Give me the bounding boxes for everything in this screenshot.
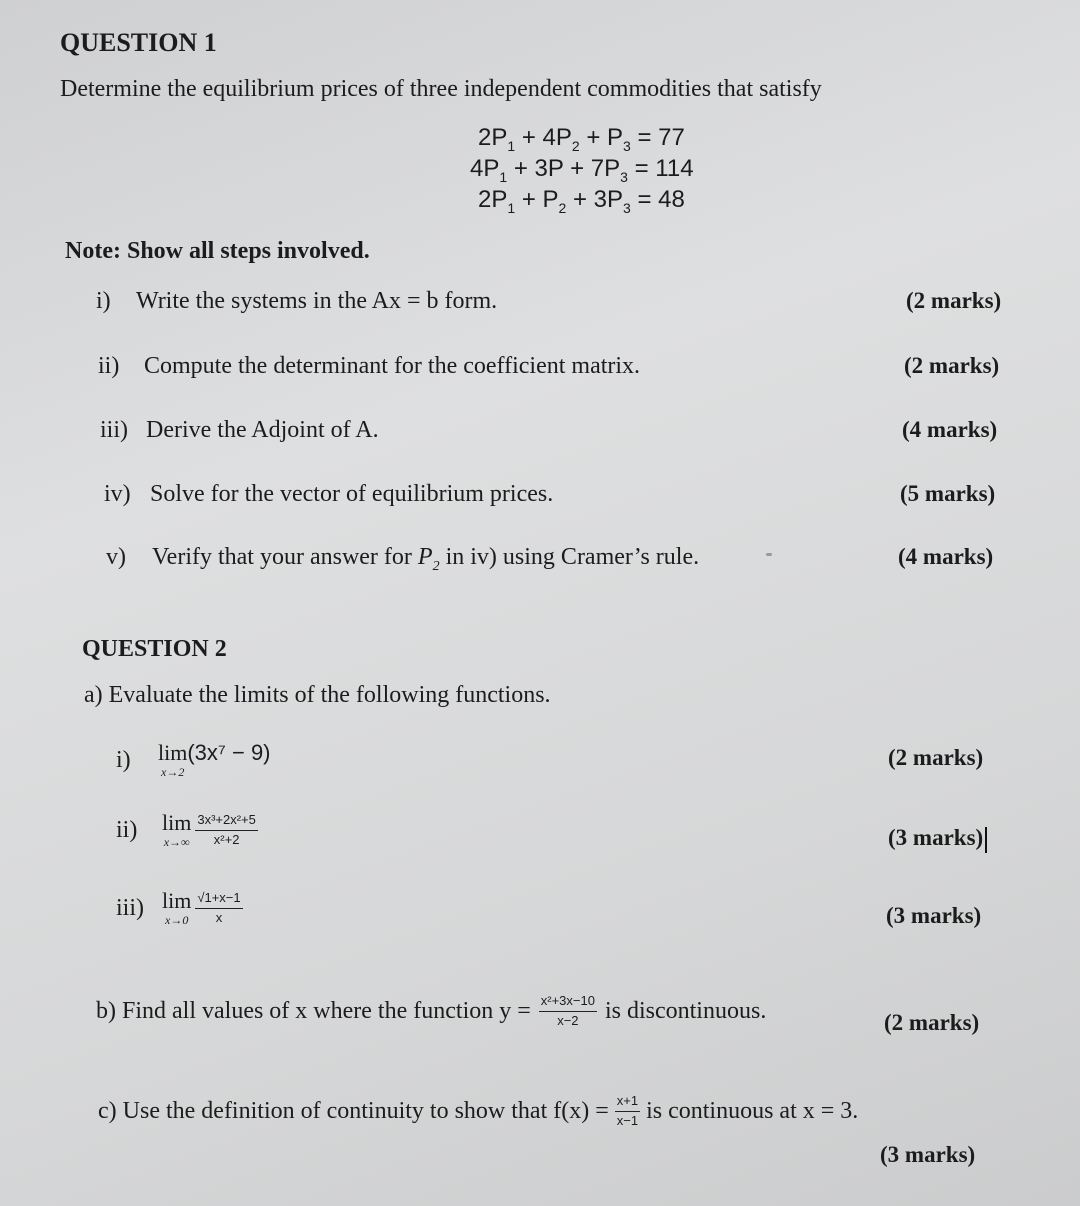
part-c-marks: (3 marks): [880, 1142, 976, 1167]
item-text-before: Verify that your answer for: [152, 544, 418, 570]
limit-number: ii): [116, 816, 138, 843]
q1-item-iv-marks: (5 marks): [900, 481, 996, 506]
item-number: ii): [98, 353, 120, 379]
equation-1: $2P_1 + 4P_2 + P_3 = 77$: [478, 124, 685, 154]
q1-item-i: [96, 288, 497, 315]
question-2-part-a: a) Evaluate the limits of the following functions.: [84, 682, 551, 708]
q1-item-ii: [98, 353, 640, 380]
smudge-mark: [766, 553, 772, 556]
part-c-fraction: $\frac{x+1}{x-1}$: [616, 1093, 639, 1128]
limit-iii-marks: (3 marks): [886, 903, 982, 928]
limit-operator: lim x→2: [158, 740, 188, 779]
item-number: v): [106, 544, 126, 570]
part-b-text: b) Find all values of x where the function y =: [96, 997, 531, 1024]
limit-i-marks: (2 marks): [888, 745, 984, 770]
limit-fraction: $\frac{√1+x-1}{x}$: [197, 889, 241, 925]
item-number: i): [96, 288, 111, 314]
question-1-heading: QUESTION 1: [60, 28, 217, 57]
limit-expression: (3x⁷ − 9): [187, 740, 271, 765]
limit-number: i): [116, 746, 131, 773]
item-text: Compute the determinant for the coefficient matrix.: [144, 353, 641, 379]
q1-item-v: [106, 544, 699, 575]
q1-item-v-marks: (4 marks): [898, 544, 994, 569]
item-variable: $P_2$: [417, 544, 440, 574]
text-cursor: [985, 827, 987, 853]
limit-operator: lim x→∞: [162, 810, 192, 849]
item-text-after: in iv) using Cramer’s rule.: [439, 544, 700, 570]
limit-operator: lim x→0: [162, 888, 192, 927]
item-text: Solve for the vector of equilibrium prices.: [150, 481, 554, 507]
question-2-heading: QUESTION 2: [82, 636, 227, 662]
note-text: Note: Show all steps involved.: [65, 238, 370, 264]
limit-fraction: $\frac{\text{3x³+2x²+5}}{\text{x²+2}}$: [197, 811, 256, 847]
item-number: iv): [104, 481, 131, 507]
part-b-marks: (2 marks): [884, 1010, 980, 1035]
question-2-part-b: [96, 994, 766, 1029]
q1-item-iv: [104, 481, 553, 508]
limit-i: [116, 742, 271, 778]
limit-iii: [116, 890, 247, 926]
q1-item-ii-marks: (2 marks): [904, 353, 1000, 378]
item-number: iii): [100, 417, 128, 443]
question-1-intro: Determine the equilibrium prices of three independent commodities that satisfy: [60, 76, 822, 102]
part-b-text-after: is discontinuous.: [604, 997, 767, 1024]
limit-ii: [116, 812, 262, 848]
limit-ii-marks: (3 marks): [888, 825, 987, 853]
part-c-text-after: is continuous at x = 3.: [646, 1097, 859, 1124]
q1-item-i-marks: (2 marks): [906, 288, 1002, 313]
q1-item-iii-marks: (4 marks): [902, 417, 998, 442]
equation-2: $4P_1 + 3P + 7P_3 = 114$: [470, 155, 694, 185]
item-text: Derive the Adjoint of A.: [146, 417, 379, 443]
part-c-text: c) Use the definition of continuity to show that f(x) =: [98, 1097, 609, 1124]
q1-item-iii: [100, 417, 379, 444]
question-2-part-c: [98, 1094, 858, 1129]
equation-3: $2P_1 + P_2 + 3P_3 = 48$: [478, 186, 685, 216]
part-b-fraction: $\frac{\text{x²+3x−10}}{x-2}$: [540, 993, 595, 1028]
item-text: Write the systems in the Ax = b form.: [136, 288, 498, 314]
limit-number: iii): [116, 894, 144, 921]
